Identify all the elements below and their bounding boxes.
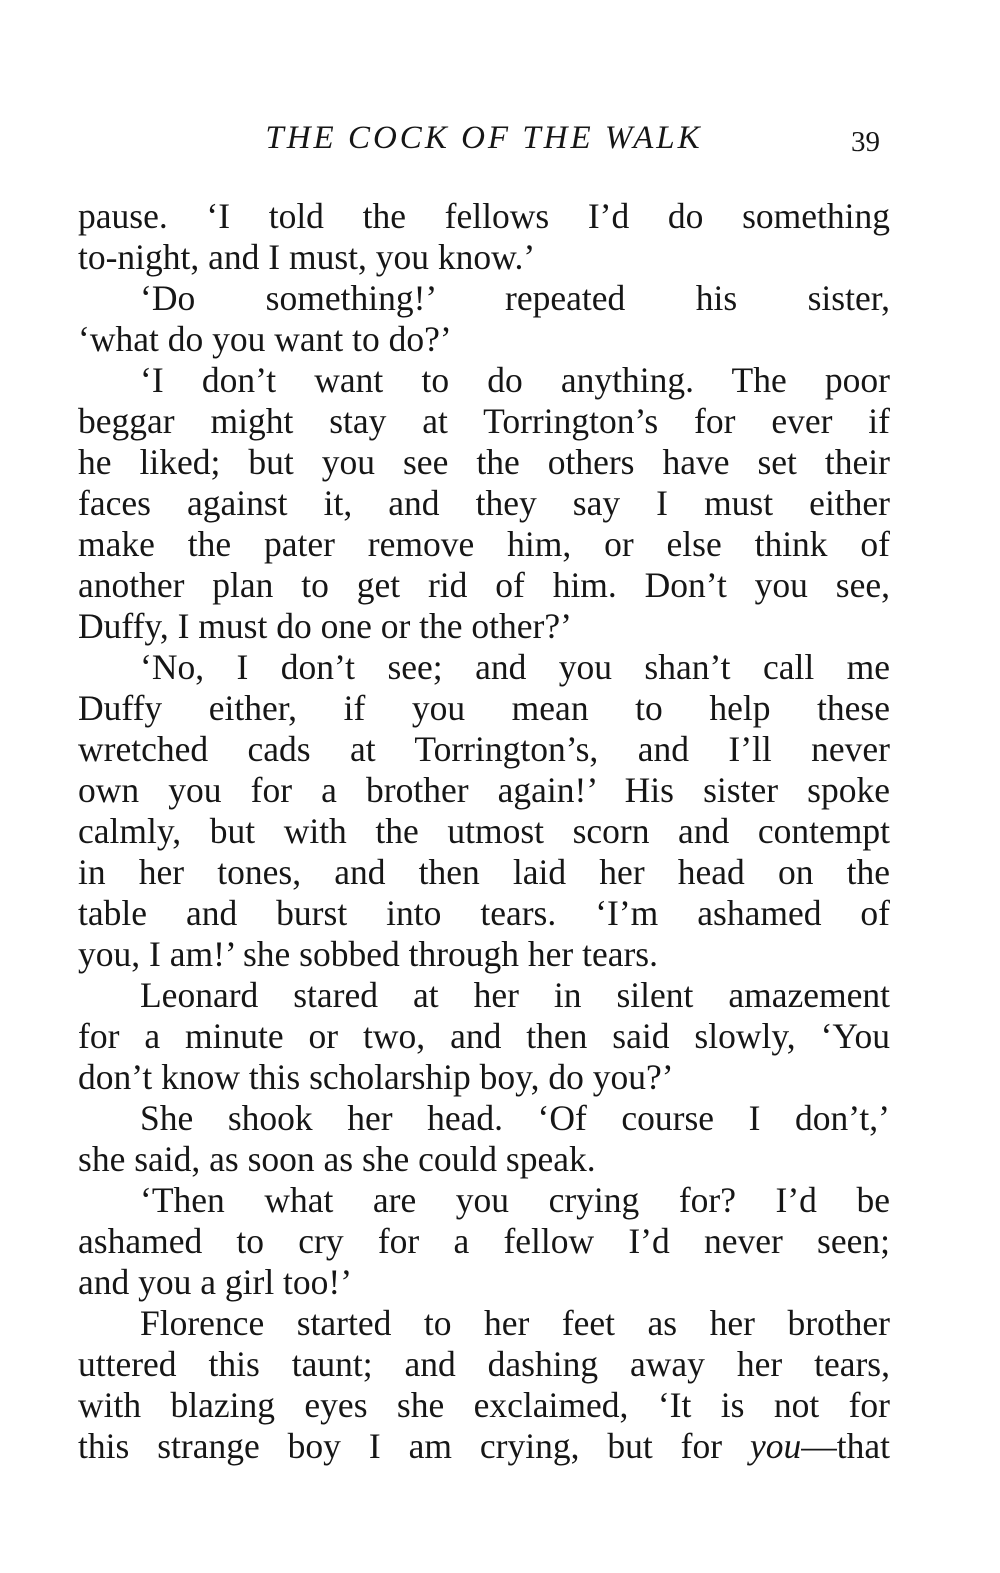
text-line: own you for a brother again!’ His sister spoke xyxy=(78,770,890,810)
text-line: uttered this taunt; and dashing away her tears, xyxy=(78,1344,890,1384)
text-line: wretched cads at Torrington’s, and I’ll never xyxy=(78,729,890,769)
text-line: Florence started to her feet as her brother xyxy=(140,1303,890,1343)
text-line: ‘Then what are you crying for? I’d be xyxy=(140,1180,890,1220)
text-line: She shook her head. ‘Of course I don’t,’ xyxy=(140,1098,890,1138)
text-line: you, I am!’ she sobbed through her tears. xyxy=(78,934,658,974)
running-title: THE COCK OF THE WALK xyxy=(265,120,703,156)
text-line: Duffy, I must do one or the other?’ xyxy=(78,606,572,646)
text-line: Duffy either, if you mean to help these xyxy=(78,688,890,728)
text-line-final xyxy=(78,1426,890,1467)
text-line: pause. ‘I told the fellows I’d do something xyxy=(78,196,890,236)
body-text xyxy=(78,196,890,1467)
text-line: ‘Do something!’ repeated his sister, xyxy=(140,278,890,318)
text-line: in her tones, and then laid her head on the xyxy=(78,852,890,892)
text-line: ‘I don’t want to do anything. The poor xyxy=(140,360,890,400)
text-line: another plan to get rid of him. Don’t you see, xyxy=(78,565,890,605)
final-line-end: —that xyxy=(801,1426,890,1466)
text-line: she said, as soon as she could speak. xyxy=(78,1139,596,1179)
text-line: and you a girl too!’ xyxy=(78,1262,353,1302)
emphasis-word: you xyxy=(750,1426,802,1466)
text-line: to-night, and I must, you know.’ xyxy=(78,237,536,277)
text-line: ‘what do you want to do?’ xyxy=(78,319,452,359)
text-line: ashamed to cry for a fellow I’d never seen; xyxy=(78,1221,890,1261)
text-line: table and burst into tears. ‘I’m ashamed of xyxy=(78,893,890,933)
text-line: beggar might stay at Torrington’s for ever if xyxy=(78,401,890,441)
page-number: 39 xyxy=(851,126,880,158)
final-line-start: this strange boy I am crying, but for xyxy=(78,1426,750,1466)
text-line: for a minute or two, and then said slowly, ‘You xyxy=(78,1016,890,1056)
text-line: calmly, but with the utmost scorn and contempt xyxy=(78,811,890,851)
text-line: he liked; but you see the others have set their xyxy=(78,442,890,482)
text-line: Leonard stared at her in silent amazement xyxy=(140,975,890,1015)
text-line: ‘No, I don’t see; and you shan’t call me xyxy=(140,647,890,687)
text-line: with blazing eyes she exclaimed, ‘It is not for xyxy=(78,1385,890,1425)
running-head xyxy=(78,116,890,166)
text-line: faces against it, and they say I must either xyxy=(78,483,890,523)
text-line: make the pater remove him, or else think of xyxy=(78,524,890,564)
text-line: don’t know this scholarship boy, do you?’ xyxy=(78,1057,674,1097)
